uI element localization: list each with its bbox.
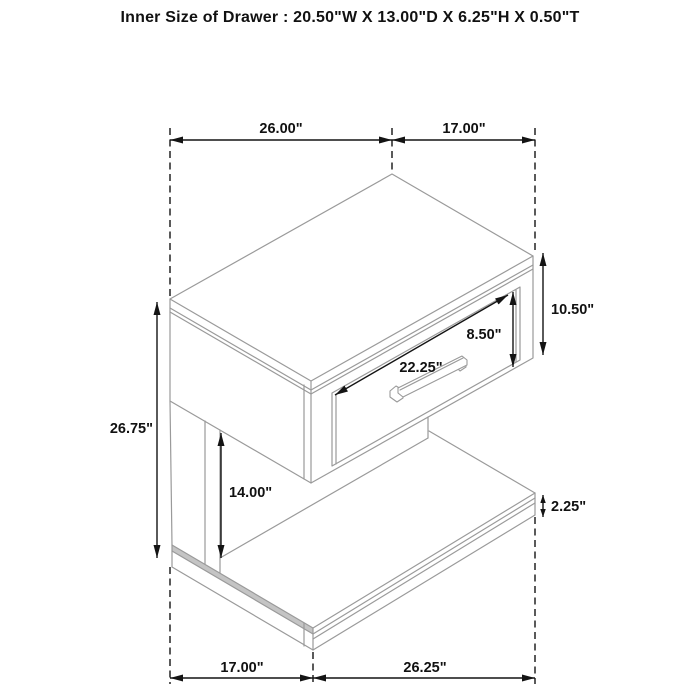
dim-overall-height-label: 26.75" xyxy=(109,421,153,437)
cabinet-top-face xyxy=(170,174,533,381)
dim-top-width-label: 26.00" xyxy=(259,121,303,137)
dim-cabinet-height-label: 10.50" xyxy=(551,302,595,318)
base-shelf xyxy=(172,493,535,650)
dim-top-depth-label: 17.00" xyxy=(442,121,486,137)
dim-base-width-label: 26.25" xyxy=(403,660,447,676)
dimension-lines xyxy=(157,140,543,678)
dimension-labels xyxy=(110,121,594,676)
shelf-band-line-2 xyxy=(313,503,535,639)
shelf-back-right-edge xyxy=(429,431,535,493)
dim-open-space-label: 14.00" xyxy=(229,485,273,501)
left-side-panel xyxy=(170,401,220,573)
dim-base-thickness-label: 2.25" xyxy=(551,499,587,515)
dim-drawer-width-label: 22.25" xyxy=(399,360,443,376)
dim-base-depth-label: 17.00" xyxy=(220,660,264,676)
shelf-top-edges xyxy=(172,493,535,628)
side-panel-back-edge xyxy=(170,401,172,545)
cabinet-body-outline xyxy=(170,256,533,483)
extension-lines xyxy=(170,128,535,684)
diagram-title: Inner Size of Drawer : 20.50"W X 13.00"D X 6.25"H X 0.50"T xyxy=(120,9,580,26)
dim-drawer-height-label: 8.50" xyxy=(466,327,502,343)
shelf-edge-shading xyxy=(172,545,313,634)
